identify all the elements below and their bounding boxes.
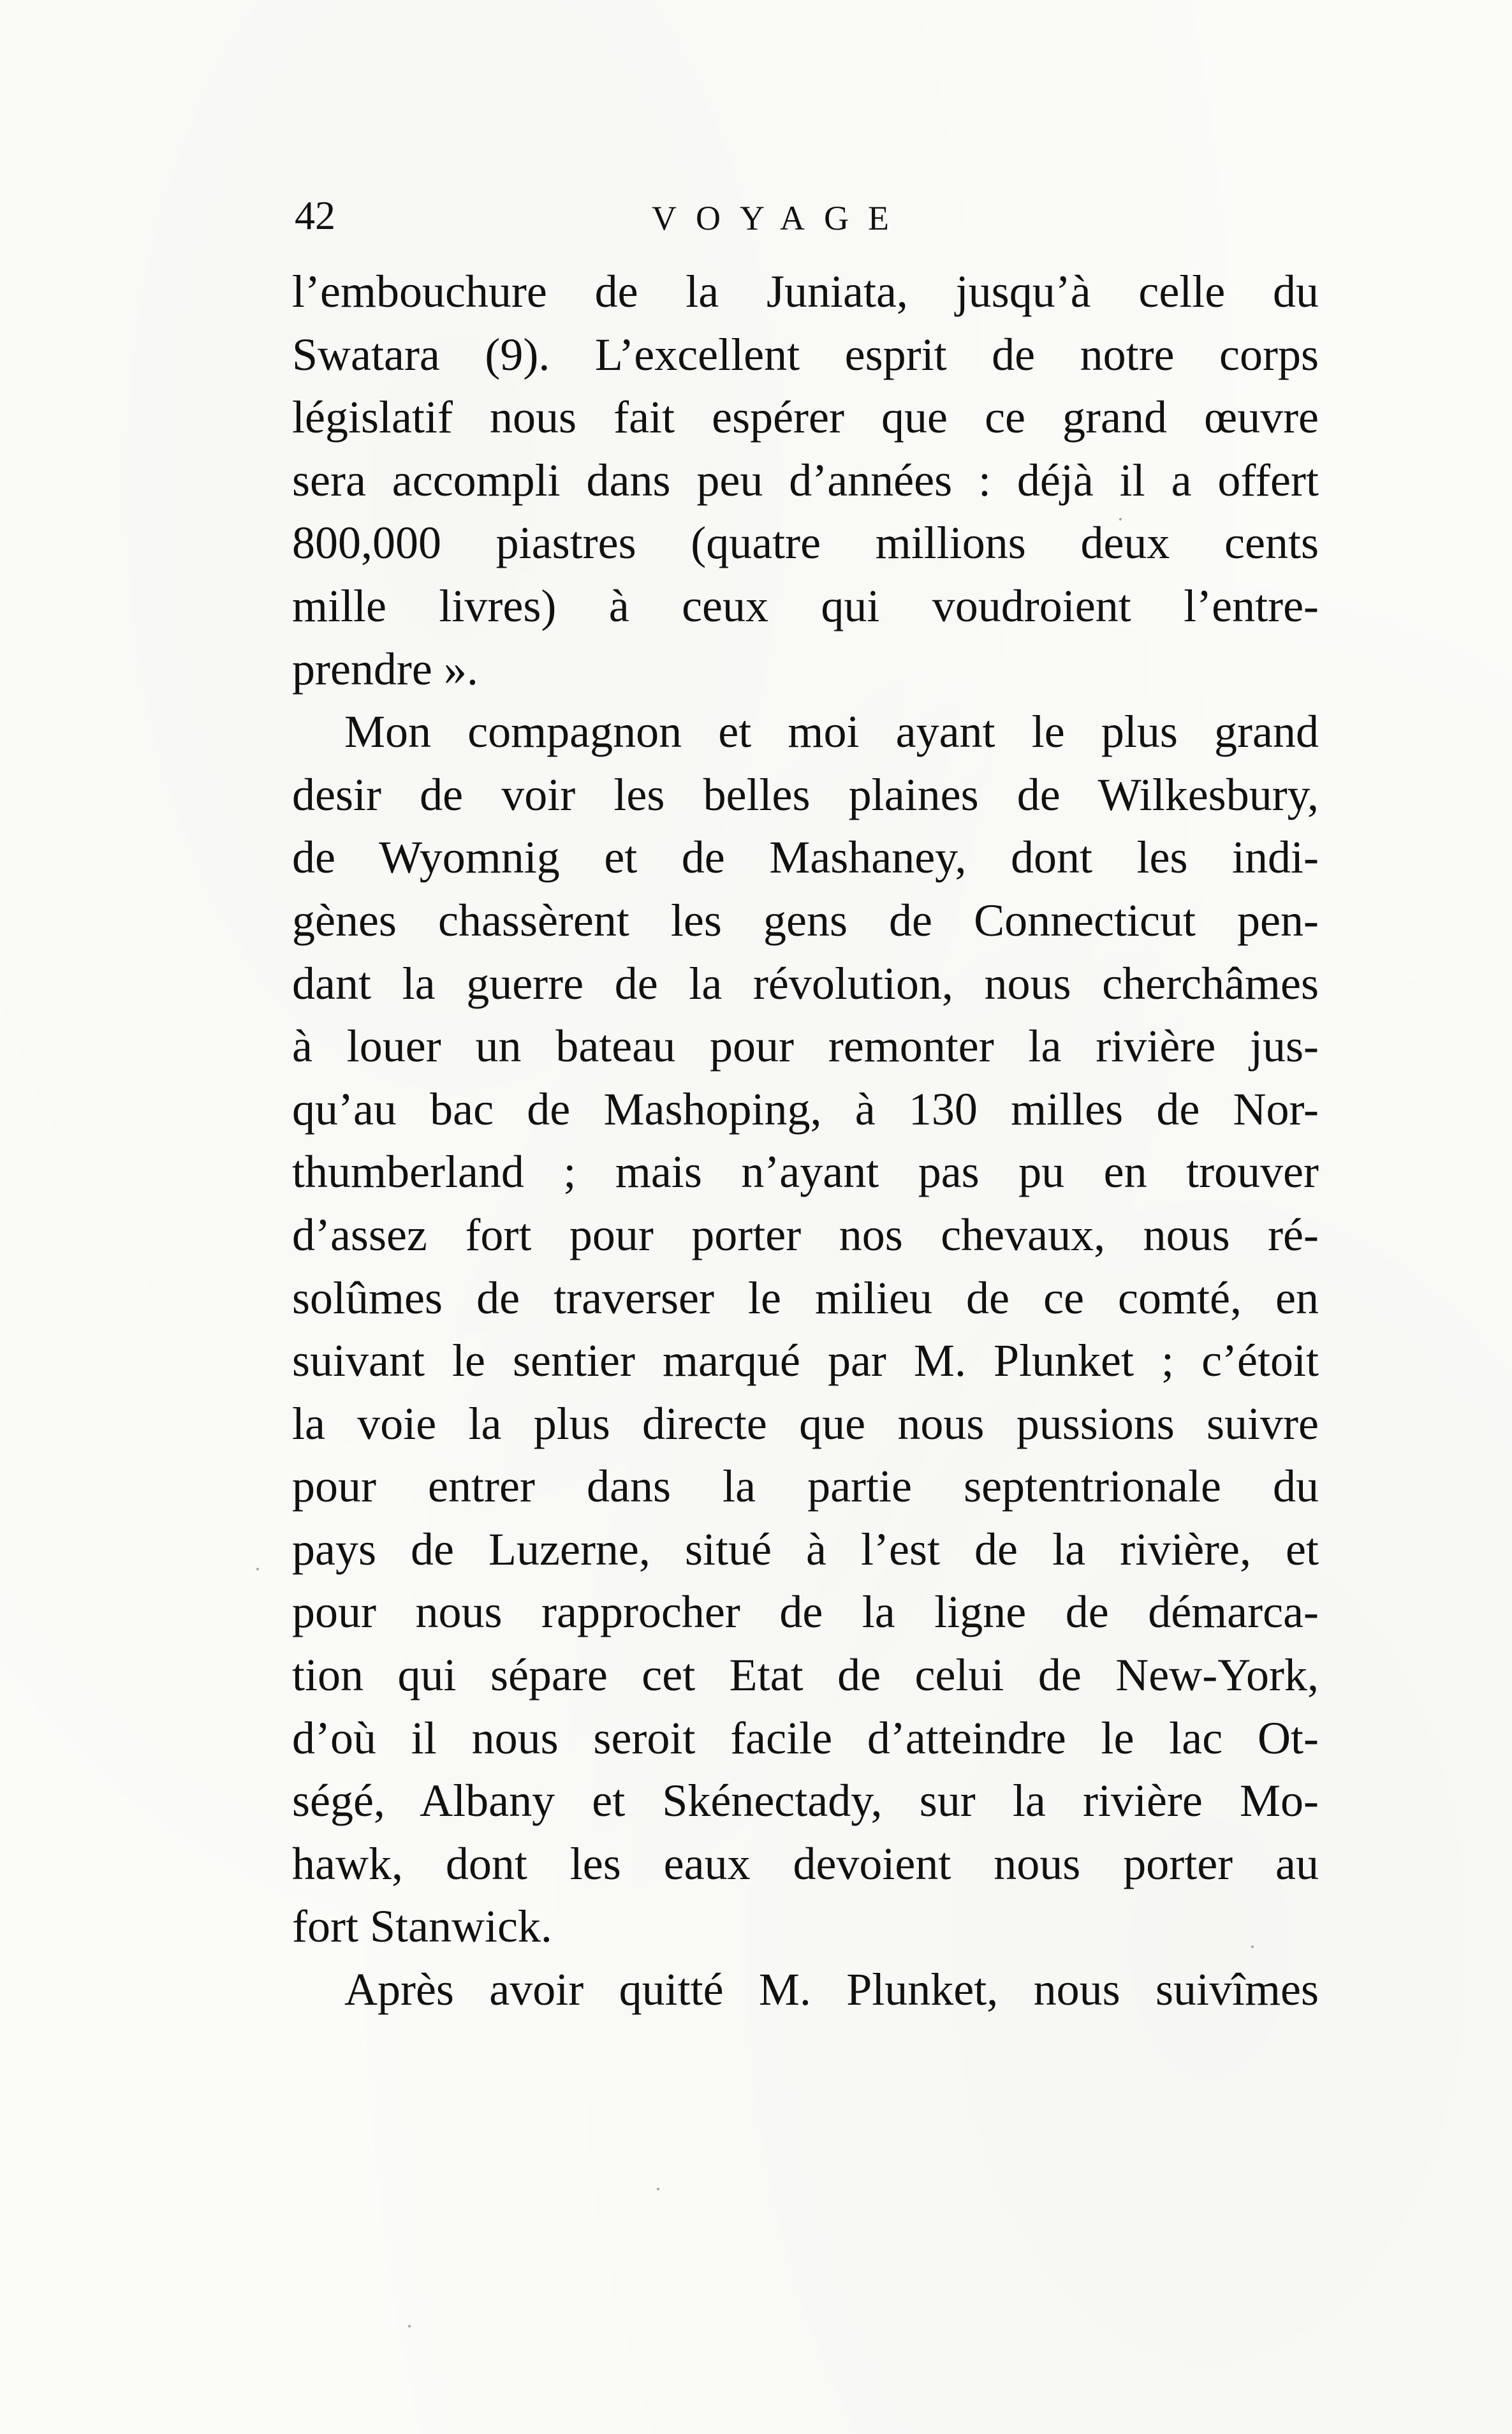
text-line: Mon compagnon et moi ayant le plus grand (344, 706, 1319, 758)
text-line: législatif nous fait espérer que ce grand œuvre (292, 392, 1319, 443)
text-line: prendre ». (292, 643, 478, 695)
text-line: gènes chassèrent les gens de Connecticut pen- (292, 894, 1319, 946)
text-line: l’embouchure de la Juniata, jusqu’à celle du (292, 266, 1319, 317)
paper-speck (256, 1568, 259, 1570)
text-line: desir de voir les belles plaines de Wilkesbury, (292, 769, 1319, 820)
paper-speck (408, 2325, 411, 2327)
text-line: mille livres) à ceux qui voudroient l’entre- (292, 580, 1319, 631)
text-line: d’où il nous seroit facile d’atteindre le lac Ot- (292, 1712, 1319, 1764)
paper-speck (1119, 518, 1122, 520)
text-line: d’assez fort pour porter nos chevaux, nous ré- (292, 1209, 1319, 1260)
text-line: dant la guerre de la révolution, nous cherchâmes (292, 957, 1319, 1009)
text-line: suivant le sentier marqué par M. Plunket ; c’étoit (292, 1335, 1319, 1387)
text-line: pour entrer dans la partie septentrionale du (292, 1461, 1319, 1512)
text-line: sera accompli dans peu d’années : déjà il a offert (292, 454, 1319, 506)
text-line: tion qui sépare cet Etat de celui de New-York, (292, 1649, 1319, 1701)
text-line: 800,000 piastres (quatre millions deux cents (292, 517, 1319, 569)
text-line: fort Stanwick. (292, 1901, 552, 1952)
text-line: solûmes de traverser le milieu de ce comté, en (292, 1272, 1319, 1324)
paragraph (292, 700, 1319, 1958)
text-line: Après avoir quitté M. Plunket, nous suivîmes (344, 1964, 1319, 2016)
page-number: 42 (295, 193, 335, 238)
text-line: la voie la plus directe que nous pussions suivre (292, 1398, 1319, 1449)
text-line: de Wyomnig et de Mashaney, dont les indi- (292, 832, 1319, 883)
text-line: hawk, dont les eaux devoient nous porter au (292, 1838, 1319, 1889)
paper-speck (1251, 1945, 1254, 1948)
text-line: thumberland ; mais n’ayant pas pu en trouver (292, 1146, 1319, 1198)
text-line: Swatara (9). L’excellent esprit de notre corps (292, 328, 1319, 380)
paper-speck (657, 2188, 659, 2190)
text-line: à louer un bateau pour remonter la rivière jus- (292, 1021, 1319, 1072)
paragraph (292, 1958, 1319, 2021)
text-line: pays de Luzerne, situé à l’est de la rivière, et (292, 1523, 1319, 1575)
running-title: VOYAGE (652, 199, 908, 237)
text-line: qu’au bac de Mashoping, à 130 milles de Nor- (292, 1083, 1319, 1135)
paragraph (292, 260, 1319, 700)
text-line: pour nous rapprocher de la ligne de démarca- (292, 1586, 1319, 1638)
text-line: ségé, Albany et Skénectady, sur la rivière Mo- (292, 1775, 1319, 1827)
page-header (295, 190, 1315, 241)
body-text (292, 260, 1319, 2021)
